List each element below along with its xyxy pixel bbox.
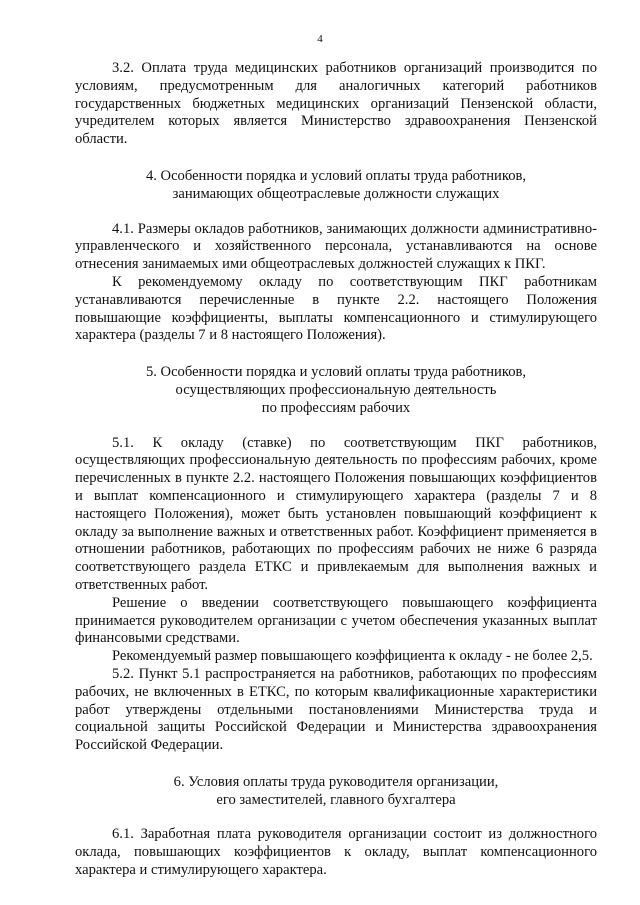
paragraph-4-1-continued: К рекомендуемому окладу по соответствующим ПКГ работникам устанавливаются перечисленные в пункте 2.2. настоящего Положения повышающие коэффициенты, выплаты компенсационного и стимулирующего характера (разделы 7 и 8 настоящего Положения).	[75, 273, 597, 344]
section-5-heading	[75, 364, 597, 417]
section-6-heading	[75, 774, 597, 810]
paragraph-3-2: 3.2. Оплата труда медицинских работников организаций производится по условиям, предусмотренным для аналогичных категорий работников государственных бюджетных медицинских организаций Пензенской области, учредителем которых является Министерство здравоохранения Пензенской области.	[75, 60, 597, 148]
paragraph-recommended-coefficient: Рекомендуемый размер повышающего коэффициента к окладу - не более 2,5.	[112, 648, 593, 665]
section-5-title-line-1: 5. Особенности порядка и условий оплаты труда работников,	[145, 364, 527, 381]
document-body	[75, 60, 597, 880]
section-5-title-line-2: осуществляющих профессиональную деятельность	[175, 381, 497, 398]
section-4-heading	[75, 168, 597, 204]
paragraph-4-1: 4.1. Размеры окладов работников, занимающих должности административно-управленческого и хозяйственного персонала, устанавливаются на основе отнесения занимаемых ими общеотраслевых должностей служащих к ПКГ.	[75, 220, 597, 273]
section-5-title-line-3: по профессиям рабочих	[261, 399, 411, 416]
section-6-title-line-1: 6. Условия оплаты труда руководителя организации,	[173, 773, 499, 790]
paragraph-5-2: 5.2. Пункт 5.1 распространяется на работников, работающих по профессиям рабочих, не включенных в ЕТКС, по которым квалификационные характеристики работ утверждены отдельными постановлениями Министерства труда и социальной защиты Российской Федерации и Министерства здравоохранения Российской Федерации.	[75, 665, 597, 754]
paragraph-5-1: 5.1. К окладу (ставке) по соответствующим ПКГ работников, осуществляющих профессиональную деятельность по профессиям рабочих, кроме перечисленных в пункте 2.2. настоящего Положения повышающих коэффициентов и выплат компенсационного и стимулирующего характера (разделы 7 и 8 настоящего Положения), может быть установлен повышающий коэффициент к окладу за выполнение важных и ответственных работ. Коэффициент применяется в отношении работников, работающих по профессиям рабочих не ниже 6 разряда соответствующего раздела ЕТКС и привлекаемым для выполнения важных и ответственных работ.	[75, 434, 597, 593]
page-number: 4	[317, 33, 323, 45]
section-4-title-line-2: занимающих общеотраслевые должности служащих	[172, 185, 500, 202]
paragraph-decision: Решение о введении соответствующего повышающего коэффициента принимается руководителем организации с учетом обеспечения указанных выплат финансовыми средствами.	[75, 594, 597, 647]
section-6-title-line-2: его заместителей, главного бухгалтера	[216, 791, 456, 808]
section-4-title-line-1: 4. Особенности порядка и условий оплаты труда работников,	[145, 167, 527, 184]
paragraph-6-1: 6.1. Заработная плата руководителя организации состоит из должностного оклада, повышающих коэффициентов к окладу, выплат компенсационного характера и стимулирующего характера.	[75, 826, 597, 879]
